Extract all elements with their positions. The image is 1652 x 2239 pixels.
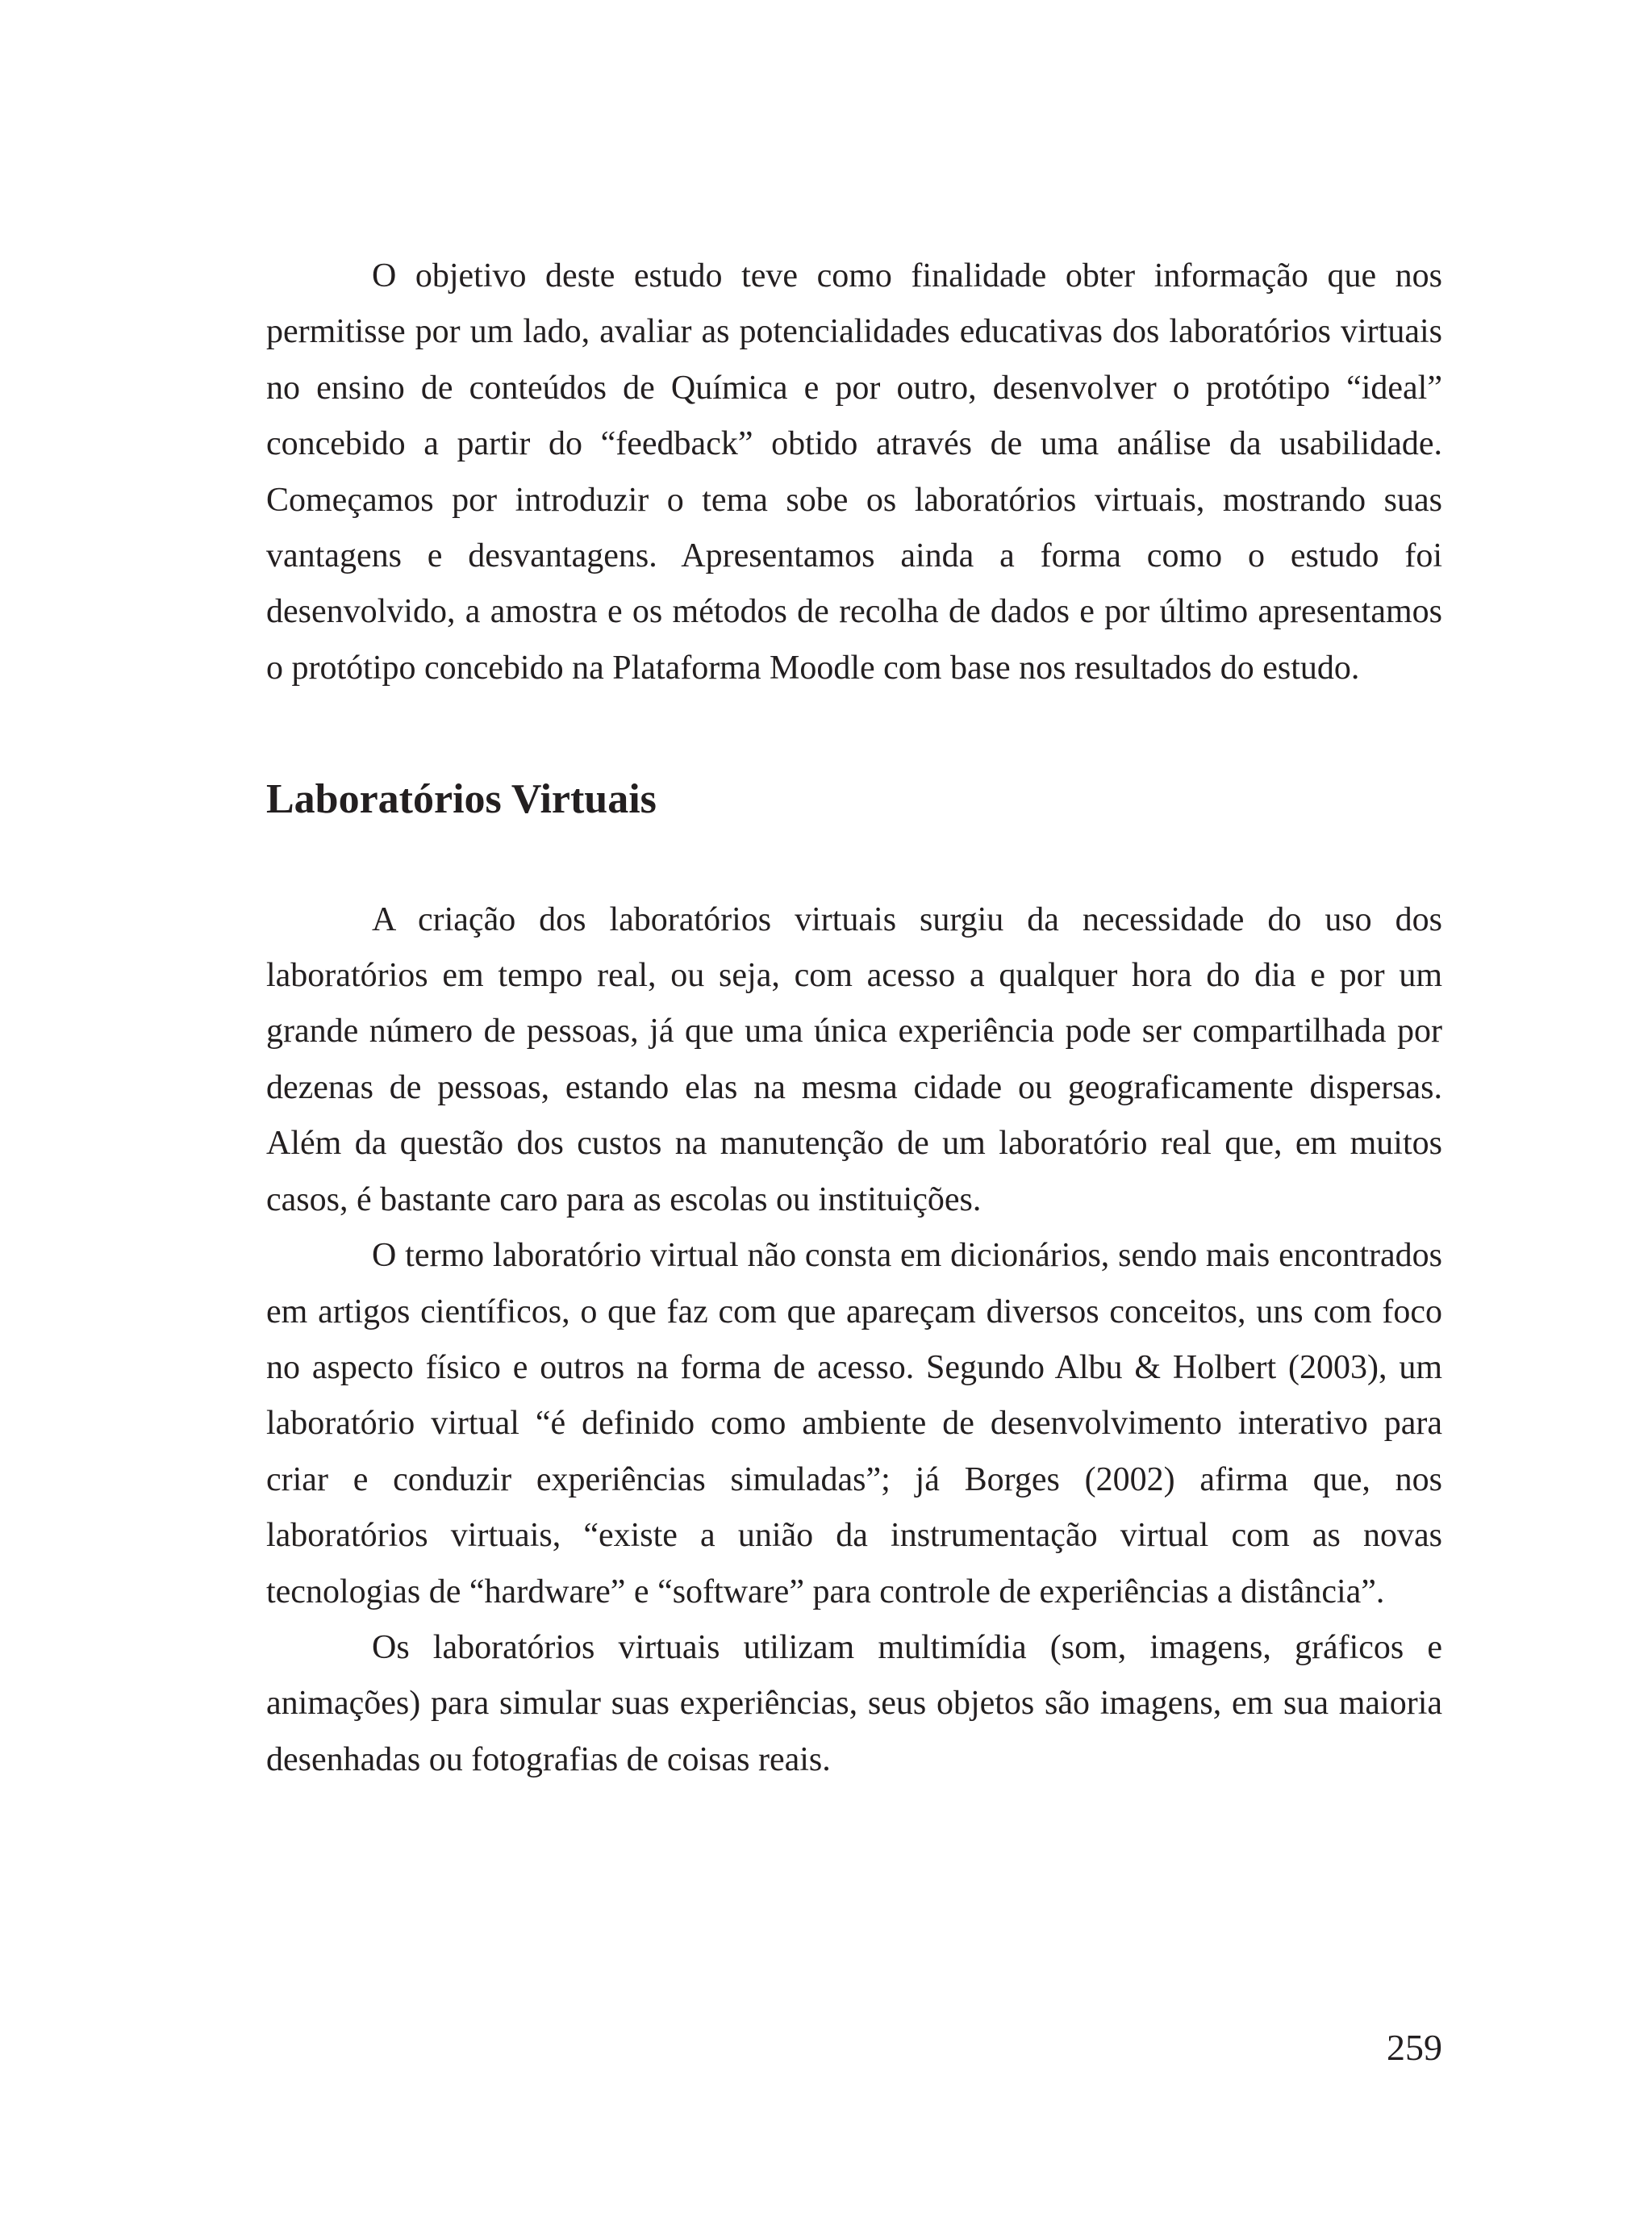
page-body bbox=[266, 249, 1442, 1788]
page-number: 259 bbox=[1387, 2027, 1442, 2068]
intro-paragraph: O objetivo deste estudo teve como finalidade obter informação que nos permitisse por um lado, avaliar as potencialidades educativas dos laboratórios virtuais no ensino de conteúdos de Química e por outro, desenvolver o protótipo “ideal” concebido a partir do “feedback” obtido através de uma análise da usabilidade. Começamos por introduzir o tema sobe os laboratórios virtuais, mostrando suas vantagens e desvantagens. Apresentamos ainda a forma como o estudo foi desenvolvido, a amostra e os métodos de recolha de dados e por último apresentamos o protótipo concebido na Plataforma Moodle com base nos resultados do estudo. bbox=[266, 257, 1442, 687]
section-heading: Laboratórios Virtuais bbox=[266, 776, 657, 823]
body-paragraph-1: A criação dos laboratórios virtuais surgiu da necessidade do uso dos laboratórios em tempo real, ou seja, com acesso a qualquer hora do dia e por um grande número de pessoas, já que uma única experiência pode ser compartilhada por dezenas de pessoas, estando elas na mesma cidade ou geograficamente dispersas. Além da questão dos custos na manutenção de um laboratório real que, em muitos casos, é bastante caro para as escolas ou instituições. bbox=[266, 900, 1442, 1218]
body-paragraph-2: O termo laboratório virtual não consta em dicionários, sendo mais encontrados em artigos científicos, o que faz com que apareçam diversos conceitos, uns com foco no aspecto físico e outros na forma de acesso. Segundo Albu & Holbert (2003), um laboratório virtual “é definido como ambiente de desenvolvimento interativo para criar e conduzir experiências simuladas”; já Borges (2002) afirma que, nos laboratórios virtuais, “existe a união da instrumentação virtual com as novas tecnologias de “hardware” e “software” para controle de experiências a distância”. bbox=[266, 1237, 1442, 1610]
body-paragraph-3: Os laboratórios virtuais utilizam multimídia (som, imagens, gráficos e animações) para simular suas experiências, seus objetos são imagens, em sua maioria desenhadas ou fotografias de coisas reais. bbox=[266, 1628, 1442, 1778]
